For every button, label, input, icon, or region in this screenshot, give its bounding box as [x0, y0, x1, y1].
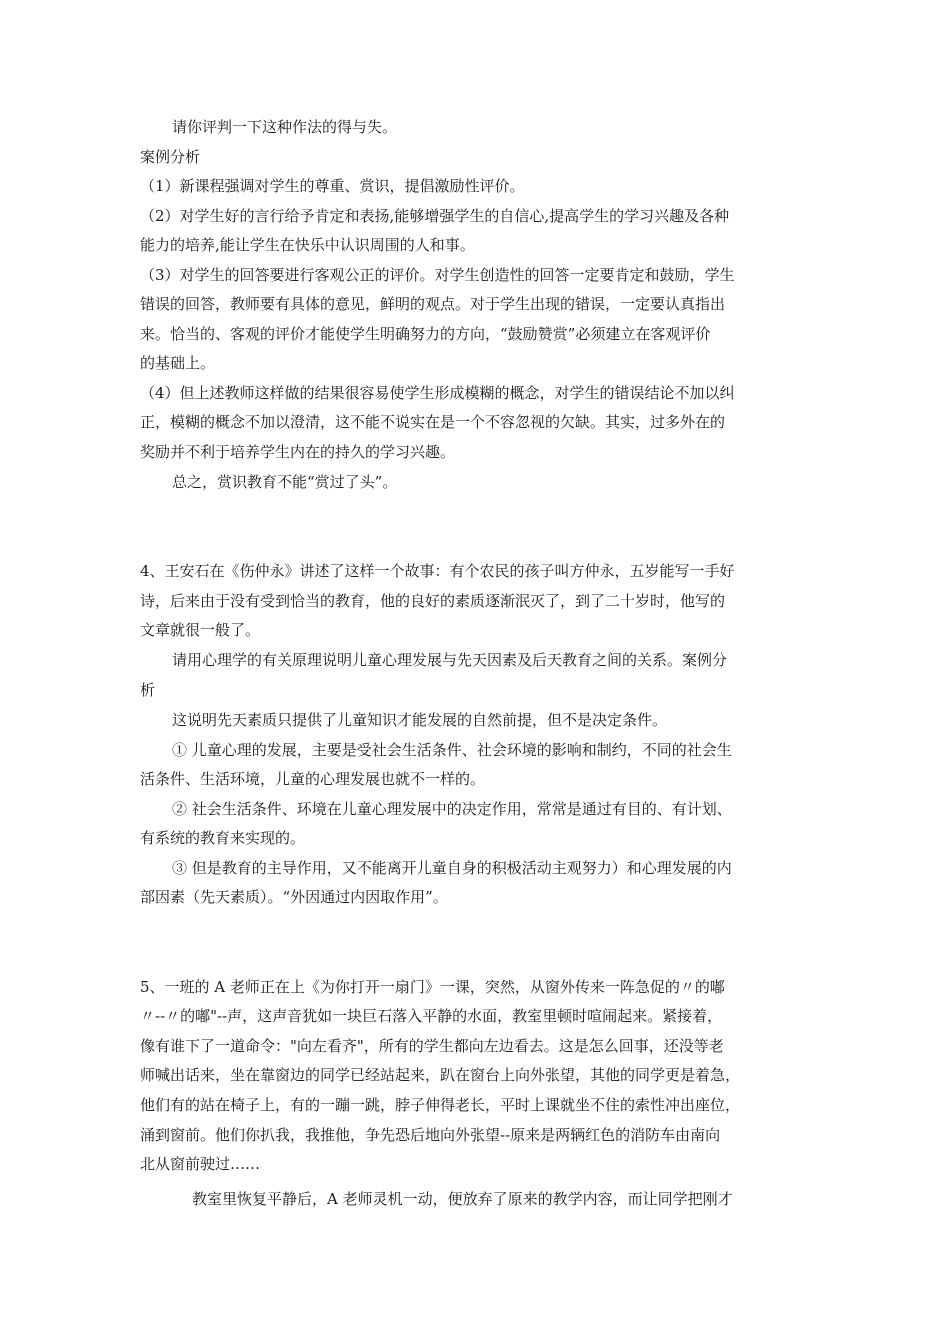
- text-line: （2）对学生好的言行给予肯定和表扬,能够增强学生的自信心,提高学生的学习兴趣及各种: [140, 207, 730, 225]
- text-line: 师喊出话来，坐在靠窗边的同学已经站起来，趴在窗台上向外张望，其他的同学更是着急，: [140, 1066, 741, 1084]
- text-line: 总之，赏识教育不能“赏过了头”。: [172, 473, 398, 491]
- text-line: 诗，后来由于没有受到恰当的教育，他的良好的素质逐渐泯灭了，到了二十岁时，他写的: [140, 592, 726, 610]
- text-line: （4）但上述教师这样做的结果很容易使学生形成模糊的概念，对学生的错误结论不加以纠: [140, 384, 735, 402]
- text-line: ③ 但是教育的主导作用，又不能离开儿童自身的积极活动主观努力）和心理发展的内: [172, 859, 732, 877]
- text-line: 请你评判一下这种作法的得与失。: [172, 118, 398, 136]
- text-line: 像有谁下了一道命令："向左看齐"，所有的学生都向左边看去。这是怎么回事，还没等老: [140, 1037, 724, 1055]
- text-line: 教室里恢复平静后，A 老师灵机一动，便放弃了原来的教学内容，而让同学把刚才: [192, 1190, 733, 1208]
- text-line: 析: [140, 681, 156, 699]
- text-line: 请用心理学的有关原理说明儿童心理发展与先天因素及后天教育之间的关系。案例分: [172, 651, 728, 669]
- section-heading: 案例分析: [140, 148, 201, 166]
- text-line: 涌到窗前。他们你扒我，我推他，争先恐后地向外张望--原来是两辆红色的消防车由南向: [140, 1126, 721, 1144]
- text-line: 错误的回答，教师要有具体的意见，鲜明的观点。对于学生出现的错误，一定要认真指出: [140, 295, 726, 313]
- text-line: 活条件、生活环境，儿童的心理发展也就不一样的。: [140, 770, 486, 788]
- text-line: 正，模糊的概念不加以澄清，这不能不说实在是一个不容忽视的欠缺。其实，过多外在的: [140, 413, 726, 431]
- text-line: 他们有的站在椅子上，有的一蹦一跳，脖子伸得老长，平时上课就坐不住的索性冲出座位，: [140, 1096, 741, 1114]
- text-line: ② 社会生活条件、环境在儿童心理发展中的决定作用，常常是通过有目的、有计划、: [172, 800, 732, 818]
- text-line: ① 儿童心理的发展，主要是受社会生活条件、社会环境的影响和制约，不同的社会生: [172, 741, 732, 759]
- text-line: 能力的培养,能让学生在快乐中认识周围的人和事。: [140, 236, 475, 254]
- text-line: 部因素（先天素质）。“外因通过内因取作用”。: [140, 888, 448, 906]
- text-line: 有系统的教育来实现的。: [140, 829, 306, 847]
- text-line: 这说明先天素质只提供了儿童知识才能发展的自然前提，但不是决定条件。: [172, 711, 668, 729]
- text-line: 文章就很一般了。: [140, 621, 261, 639]
- question-5: 5、一班的 A 老师正在上《为你打开一扇门》一课，突然，从窗外传来一阵急促的〃的嘟: [140, 978, 725, 996]
- text-line: （3）对学生的回答要进行客观公正的评价。对学生创造性的回答一定要肯定和鼓励，学生: [140, 266, 735, 284]
- text-line: 〃--〃的嘟"--声，这声音犹如一块巨石落入平静的水面，教室里顿时喧闹起来。紧接着，: [140, 1007, 723, 1025]
- text-line: 奖励并不利于培养学生内在的持久的学习兴趣。: [140, 443, 456, 461]
- text-line: （1）新课程强调对学生的尊重、赏识，提倡激励性评价。: [140, 177, 525, 195]
- text-line: 的基础上。: [140, 354, 216, 372]
- text-line: 北从窗前驶过……: [140, 1155, 261, 1173]
- question-4: 4、王安石在《伤仲永》讲述了这样一个故事：有个农民的孩子叫方仲永，五岁能写一手好: [140, 562, 735, 580]
- text-line: 来。恰当的、客观的评价才能使学生明确努力的方向，“鼓励赞赏”必须建立在客观评价: [140, 325, 711, 343]
